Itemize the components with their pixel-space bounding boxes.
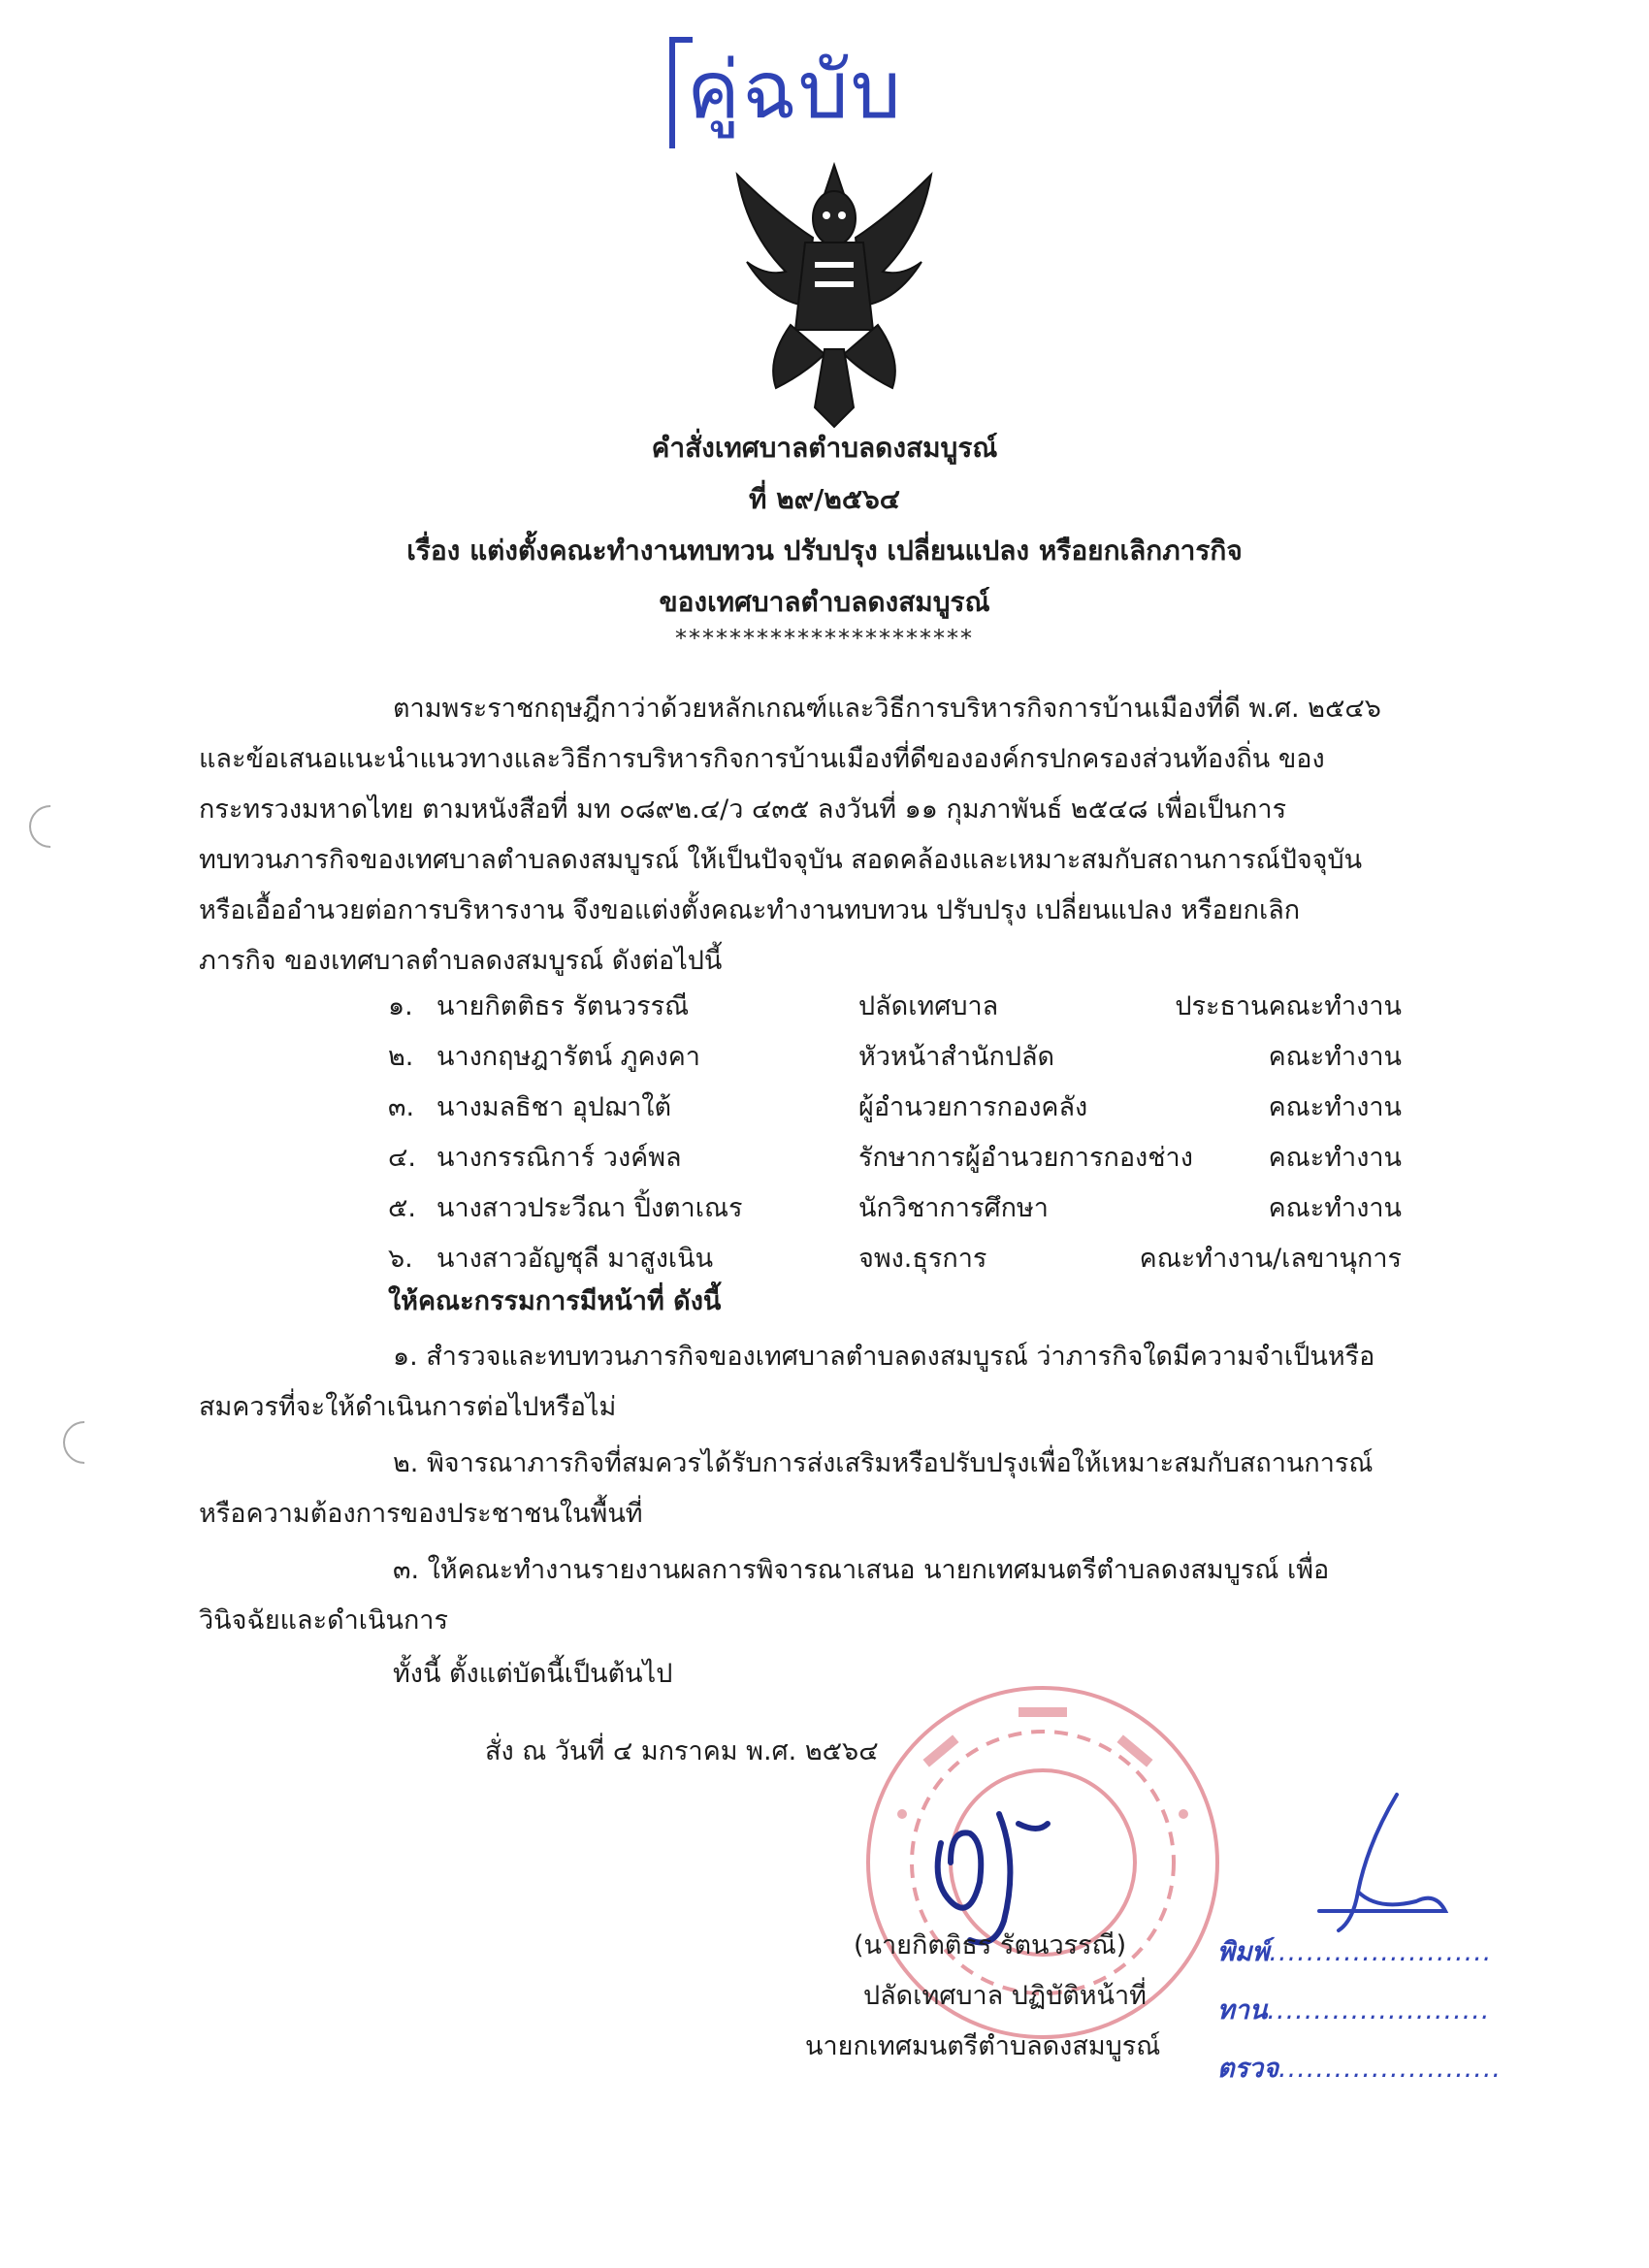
member-no: ๔.	[388, 1143, 417, 1173]
print-dots: ........................	[1269, 1937, 1493, 1967]
duty-line: วินิจฉัยและดำเนินการ	[199, 1605, 448, 1636]
garuda-emblem-icon	[679, 146, 989, 437]
duty-line: หรือความต้องการของประชาชนในพื้นที่	[199, 1499, 643, 1529]
member-row	[0, 1183, 1649, 1234]
intro-line: ตามพระราชกฤษฎีกาว่าด้วยหลักเกณฑ์และวิธีการบริหารกิจการบ้านเมืองที่ดี พ.ศ. ๒๕๔๖	[393, 694, 1381, 724]
intro-line: หรือเอื้ออำนวยต่อการบริหารงาน จึงขอแต่งตั้งคณะทำงานทบทวน ปรับปรุง เปลี่ยนแปลง หรือยกเลิก	[199, 895, 1301, 925]
member-row	[0, 1234, 1649, 1284]
print-field	[1217, 1930, 1492, 1972]
duties-list	[199, 1332, 1421, 1646]
member-no: ๖.	[388, 1244, 413, 1274]
member-role: คณะทำงาน	[1268, 1092, 1402, 1122]
intro-line: ภารกิจ ของเทศบาลตำบลดงสมบูรณ์ ดังต่อไปนี้	[199, 946, 723, 976]
punch-hole-mark	[54, 1412, 114, 1473]
intro-line: และข้อเสนอแนะนำแนวทางและวิธีการบริหารกิจการบ้านเมืองที่ดีขององค์กรปกครองส่วนท้องถิ่น ของ	[199, 744, 1325, 774]
member-role: คณะทำงาน/เลขานุการ	[1139, 1244, 1402, 1274]
member-no: ๑.	[388, 991, 413, 1021]
member-role: คณะทำงาน	[1268, 1193, 1402, 1223]
check-field	[1217, 2047, 1502, 2089]
signatory-position-1: ปลัดเทศบาล ปฏิบัติหน้าที่	[863, 1981, 1147, 2011]
punch-hole-mark	[20, 796, 81, 857]
member-name: นางมลธิชา อุปฌาใต้	[436, 1092, 671, 1122]
draft-field	[1217, 1989, 1490, 2030]
member-position: รักษาการผู้อำนวยการกองช่าง	[858, 1143, 1193, 1173]
order-issuer: คำสั่งเทศบาลตำบลดงสมบูรณ์	[651, 432, 998, 464]
copy-stamp: คู่ฉบับ	[669, 37, 929, 148]
duties-heading: ให้คณะกรรมการมีหน้าที่ ดังนี้	[388, 1286, 722, 1316]
member-role: คณะทำงาน	[1268, 1143, 1402, 1173]
duty-line: ๒. พิจารณาภารกิจที่สมควรได้รับการส่งเสริมหรือปรับปรุงเพื่อให้เหมาะสมกับสถานการณ์	[393, 1448, 1374, 1478]
member-position: จพง.ธุรการ	[858, 1244, 987, 1274]
member-no: ๒.	[388, 1042, 414, 1072]
member-position: ผู้อำนวยการกองคลัง	[858, 1092, 1088, 1122]
member-position: ปลัดเทศบาล	[858, 991, 999, 1021]
member-position: หัวหน้าสำนักปลัด	[858, 1042, 1055, 1072]
signatory-name: (นายกิตติธร รัตนวรรณี)	[854, 1930, 1127, 1960]
member-name: นายกิตติธร รัตนวรรณี	[436, 991, 690, 1021]
member-row	[0, 982, 1649, 1032]
member-role: คณะทำงาน	[1268, 1042, 1402, 1072]
order-subject: เรื่อง แต่งตั้งคณะทำงานทบทวน ปรับปรุง เปลี่ยนแปลง หรือยกเลิกภารกิจ	[406, 535, 1243, 567]
order-number: ที่ ๒๙/๒๕๖๔	[748, 483, 900, 515]
members-list	[0, 982, 1649, 1284]
order-date: สั่ง ณ วันที่ ๔ มกราคม พ.ศ. ๒๕๖๔	[485, 1736, 879, 1766]
member-row	[0, 1133, 1649, 1183]
separator-stars: **********************	[675, 625, 974, 652]
member-no: ๕.	[388, 1193, 417, 1223]
member-name: นางกฤษฎารัตน์ ภูคงคา	[436, 1042, 700, 1072]
signatory-position-2: นายกเทศมนตรีตำบลดงสมบูรณ์	[805, 2031, 1161, 2061]
print-label: พิมพ์	[1217, 1937, 1270, 1967]
draft-label: ทาน	[1217, 1995, 1268, 2025]
intro-line: กระทรวงมหาดไทย ตามหนังสือที่ มท ๐๘๙๒.๔/ว ๔๓๕ ลงวันที่ ๑๑ กุมภาพันธ์ ๒๕๔๘ เพื่อเป็นการ	[199, 794, 1287, 825]
member-name: นางสาวประวีณา ปิ้งตาเณร	[436, 1193, 743, 1223]
member-name: นางสาวอัญชุลี มาสูงเนิน	[436, 1244, 714, 1274]
member-row	[0, 1083, 1649, 1133]
member-name: นางกรรณิการ์ วงค์พล	[436, 1143, 682, 1173]
order-subject-cont: ของเทศบาลตำบลดงสมบูรณ์	[659, 586, 990, 618]
check-label: ตรวจ	[1217, 2054, 1279, 2084]
member-no: ๓.	[388, 1092, 415, 1122]
intro-line: ทบทวนภารกิจของเทศบาลตำบลดงสมบูรณ์ ให้เป็นปัจจุบัน สอดคล้องและเหมาะสมกับสถานการณ์ปัจจุบัน	[199, 845, 1363, 875]
member-position: นักวิชาการศึกษา	[858, 1193, 1049, 1223]
duty-line: ๓. ให้คณะทำงานรายงานผลการพิจารณาเสนอ นายกเทศมนตรีตำบลดงสมบูรณ์ เพื่อ	[393, 1555, 1330, 1585]
member-role: ประธานคณะทำงาน	[1175, 991, 1402, 1021]
effective-clause: ทั้งนี้ ตั้งแต่บัดนี้เป็นต้นไป	[393, 1659, 673, 1689]
member-row	[0, 1032, 1649, 1083]
draft-dots: ........................	[1267, 1995, 1491, 2025]
intro-paragraph	[199, 684, 1421, 987]
duty-line: ๑. สำรวจและทบทวนภารกิจของเทศบาลตำบลดงสมบูรณ์ ว่าภารกิจใดมีความจำเป็นหรือ	[393, 1342, 1375, 1372]
duty-line: สมควรที่จะให้ดำเนินการต่อไปหรือไม่	[199, 1392, 617, 1422]
check-dots: ........................	[1278, 2054, 1503, 2084]
